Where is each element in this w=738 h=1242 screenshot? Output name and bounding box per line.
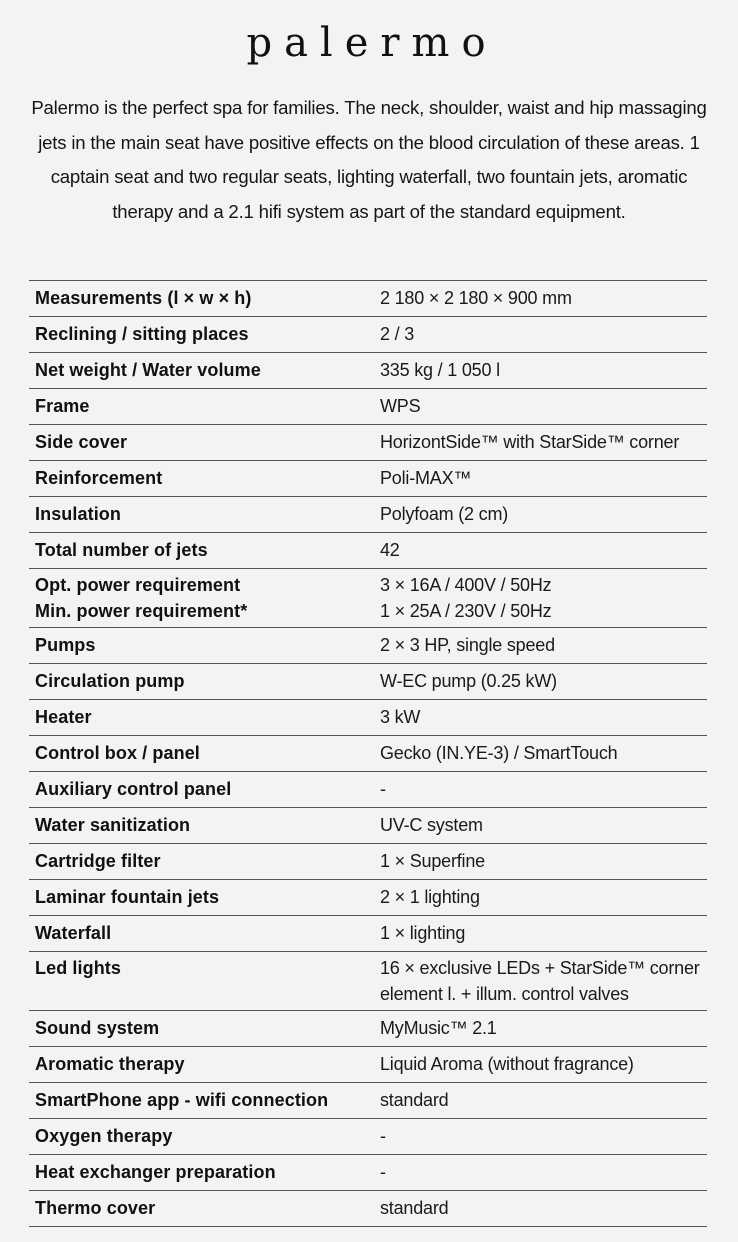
spec-row [29, 952, 707, 1011]
spec-label: Insulation [29, 497, 368, 533]
spec-row [29, 569, 707, 628]
spec-value: 3 kW [368, 700, 707, 736]
spec-label: Heat exchanger preparation [29, 1155, 368, 1191]
spec-row [29, 1047, 707, 1083]
spec-table [29, 280, 707, 1227]
spec-label: Opt. power requirement [35, 575, 241, 595]
spec-row [29, 353, 707, 389]
spec-row [29, 461, 707, 497]
spec-value: HorizontSide™ with StarSide™ corner [368, 425, 707, 461]
spec-label: Water sanitization [29, 808, 368, 844]
spec-label: Min. power requirement* [35, 601, 248, 621]
spec-value: 16 × exclusive LEDs + StarSide™ corner [380, 958, 700, 978]
spec-value: Gecko (IN.YE-3) / SmartTouch [368, 736, 707, 772]
spec-label: Measurements (l × w × h) [29, 281, 368, 317]
spec-row [29, 1083, 707, 1119]
spec-row [29, 808, 707, 844]
spec-label: Led lights [29, 952, 368, 1011]
spec-value-group [368, 952, 707, 1011]
spec-row [29, 1155, 707, 1191]
spec-value: standard [368, 1191, 707, 1227]
page-title: palermo [246, 20, 498, 66]
spec-row [29, 844, 707, 880]
spec-label: Cartridge filter [29, 844, 368, 880]
spec-label: Sound system [29, 1011, 368, 1047]
spec-row [29, 1011, 707, 1047]
spec-row [29, 916, 707, 952]
spec-value: 2 180 × 2 180 × 900 mm [368, 281, 707, 317]
spec-value: standard [368, 1083, 707, 1119]
spec-value: - [368, 1155, 707, 1191]
spec-label: Thermo cover [29, 1191, 368, 1227]
spec-label: Pumps [29, 628, 368, 664]
spec-value: W-EC pump (0.25 kW) [368, 664, 707, 700]
spec-label: Auxiliary control panel [29, 772, 368, 808]
spec-label: Aromatic therapy [29, 1047, 368, 1083]
spec-value: WPS [368, 389, 707, 425]
spec-label: Heater [29, 700, 368, 736]
spec-row [29, 389, 707, 425]
spec-label: Side cover [29, 425, 368, 461]
intro-paragraph: Palermo is the perfect spa for families. The neck, shoulder, waist and hip massaging jets in the main seat have positive effects on the blood circulation of these areas. 1 captain seat and two regular seats, lighting waterfall, two fountain jets, aromatic therapy and a 2.1 hifi system as part of the standard equipment. [31, 97, 707, 222]
spec-label: Laminar fountain jets [29, 880, 368, 916]
spec-label: Reinforcement [29, 461, 368, 497]
spec-row [29, 880, 707, 916]
spec-label: Oxygen therapy [29, 1119, 368, 1155]
spec-value: Poli-MAX™ [368, 461, 707, 497]
spec-value: 3 × 16A / 400V / 50Hz [380, 575, 552, 595]
spec-value: MyMusic™ 2.1 [368, 1011, 707, 1047]
spec-value: 1 × 25A / 230V / 50Hz [380, 601, 552, 621]
spec-value: UV-C system [368, 808, 707, 844]
spec-row [29, 533, 707, 569]
spec-label-group [29, 569, 368, 628]
spec-row [29, 281, 707, 317]
spec-label: SmartPhone app - wifi connection [29, 1083, 368, 1119]
spec-row [29, 1119, 707, 1155]
spec-row [29, 664, 707, 700]
spec-label: Frame [29, 389, 368, 425]
spec-label: Control box / panel [29, 736, 368, 772]
spec-value: 1 × lighting [368, 916, 707, 952]
spec-value: 335 kg / 1 050 l [368, 353, 707, 389]
spec-label: Net weight / Water volume [29, 353, 368, 389]
spec-label: Total number of jets [29, 533, 368, 569]
spec-label: Reclining / sitting places [29, 317, 368, 353]
spec-row [29, 317, 707, 353]
spec-value: 2 × 1 lighting [368, 880, 707, 916]
spec-row [29, 1191, 707, 1227]
spec-value: 2 / 3 [368, 317, 707, 353]
spec-value: - [368, 1119, 707, 1155]
spec-label: Circulation pump [29, 664, 368, 700]
spec-value: - [368, 772, 707, 808]
spec-row [29, 772, 707, 808]
spec-value: 1 × Superfine [368, 844, 707, 880]
spec-row [29, 736, 707, 772]
spec-value: 2 × 3 HP, single speed [368, 628, 707, 664]
spec-value: Polyfoam (2 cm) [368, 497, 707, 533]
spec-row [29, 425, 707, 461]
spec-value: 42 [368, 533, 707, 569]
spec-label: Waterfall [29, 916, 368, 952]
spec-value: Liquid Aroma (without fragrance) [368, 1047, 707, 1083]
spec-row [29, 700, 707, 736]
spec-value: element l. + illum. control valves [380, 984, 629, 1004]
spec-value-group [368, 569, 707, 628]
spec-row [29, 628, 707, 664]
spec-row [29, 497, 707, 533]
